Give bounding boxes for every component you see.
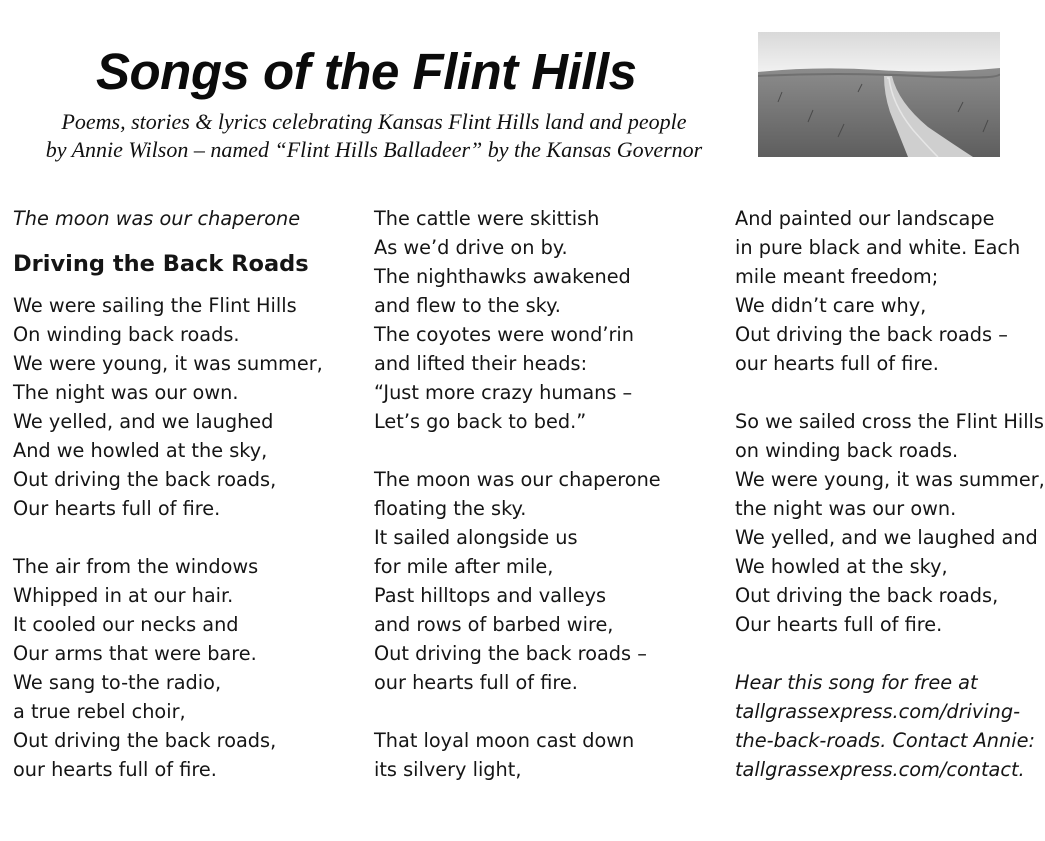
lyric-line: On winding back roads. bbox=[13, 323, 240, 346]
lyric-line: Whipped in at our hair. bbox=[13, 584, 234, 607]
lyric-line: the night was our own. bbox=[735, 497, 957, 520]
page-header bbox=[0, 0, 1045, 170]
lyric-line: and flew to the sky. bbox=[374, 294, 561, 317]
lyric-line: And we howled at the sky, bbox=[13, 439, 268, 462]
lyric-line: for mile after mile, bbox=[374, 555, 554, 578]
lyric-line: The cattle were skittish bbox=[374, 207, 600, 230]
contact-line: tallgrassexpress.com/contact. bbox=[735, 758, 1025, 781]
lyric-line: mile meant freedom; bbox=[735, 265, 939, 288]
lyric-line: It sailed alongside us bbox=[374, 526, 578, 549]
page-title: Songs of the Flint Hills bbox=[96, 43, 637, 100]
lyric-line: “Just more crazy humans – bbox=[374, 381, 633, 404]
lyric-line: The air from the windows bbox=[13, 555, 259, 578]
lyric-line: Out driving the back roads, bbox=[735, 584, 999, 607]
lyric-line: a true rebel choir, bbox=[13, 700, 186, 723]
lyric-line: Out driving the back roads, bbox=[13, 729, 277, 752]
lyric-line: The moon was our chaperone bbox=[374, 468, 661, 491]
back-road-photo bbox=[758, 32, 1000, 157]
contact-line: Hear this song for free at bbox=[735, 671, 978, 694]
subtitle-line-1: Poems, stories & lyrics celebrating Kansas Flint Hills land and people bbox=[61, 109, 687, 134]
column-1 bbox=[13, 204, 353, 784]
column-3 bbox=[735, 204, 1045, 784]
stanza bbox=[735, 407, 1045, 639]
lyric-line: Our hearts full of fire. bbox=[13, 497, 221, 520]
lyric-line: on winding back roads. bbox=[735, 439, 959, 462]
column-2 bbox=[374, 204, 714, 784]
song-title: Driving the Back Roads bbox=[13, 251, 309, 277]
song-teaser: The moon was our chaperone bbox=[13, 207, 301, 230]
lyric-line: in pure black and white. Each bbox=[735, 236, 1021, 259]
lyric-line: The nighthawks awakened bbox=[374, 265, 631, 288]
lyric-line: its silvery light, bbox=[374, 758, 522, 781]
stanza bbox=[735, 204, 1045, 378]
lyric-line: We sang to-the radio, bbox=[13, 671, 222, 694]
lyric-line: We howled at the sky, bbox=[735, 555, 948, 578]
lyric-line: We yelled, and we laughed and bbox=[735, 526, 1038, 549]
lyric-line: Let’s go back to bed.” bbox=[374, 410, 587, 433]
lyric-line: The coyotes were wond’rin bbox=[374, 323, 634, 346]
lyric-line: floating the sky. bbox=[374, 497, 527, 520]
lyric-line: We were young, it was summer, bbox=[13, 352, 323, 375]
lyric-line: We didn’t care why, bbox=[735, 294, 927, 317]
lyric-line: That loyal moon cast down bbox=[374, 729, 635, 752]
lyric-line: our hearts full of fire. bbox=[13, 758, 217, 781]
lyric-line: We were young, it was summer, bbox=[735, 468, 1045, 491]
lyric-line: and rows of barbed wire, bbox=[374, 613, 614, 636]
lyric-line: Out driving the back roads, bbox=[13, 468, 277, 491]
lyric-line: We yelled, and we laughed bbox=[13, 410, 274, 433]
lyric-line: We were sailing the Flint Hills bbox=[13, 294, 297, 317]
lyric-line: And painted our landscape bbox=[735, 207, 995, 230]
lyric-line: Out driving the back roads – bbox=[735, 323, 1008, 346]
lyric-line: Past hilltops and valleys bbox=[374, 584, 607, 607]
subtitle-line-2: by Annie Wilson – named “Flint Hills Balladeer” by the Kansas Governor bbox=[45, 137, 703, 162]
contact-note bbox=[735, 668, 1045, 784]
stanza bbox=[374, 726, 714, 784]
lyric-line: Out driving the back roads – bbox=[374, 642, 647, 665]
lyric-line: our hearts full of fire. bbox=[735, 352, 939, 375]
lyric-line: Our arms that were bare. bbox=[13, 642, 257, 665]
contact-line: tallgrassexpress.com/driving- bbox=[735, 700, 1021, 723]
stanza bbox=[374, 465, 714, 697]
lyric-line: The night was our own. bbox=[13, 381, 239, 404]
lyric-line: So we sailed cross the Flint Hills bbox=[735, 410, 1044, 433]
lyric-line: It cooled our necks and bbox=[13, 613, 239, 636]
lyric-line: Our hearts full of fire. bbox=[735, 613, 943, 636]
lyric-line: As we’d drive on by. bbox=[374, 236, 568, 259]
stanza bbox=[13, 291, 353, 523]
stanza bbox=[13, 552, 353, 784]
lyric-line: and lifted their heads: bbox=[374, 352, 588, 375]
stanza bbox=[374, 204, 714, 436]
contact-line: the-back-roads. Contact Annie: bbox=[735, 729, 1035, 752]
lyric-line: our hearts full of fire. bbox=[374, 671, 578, 694]
